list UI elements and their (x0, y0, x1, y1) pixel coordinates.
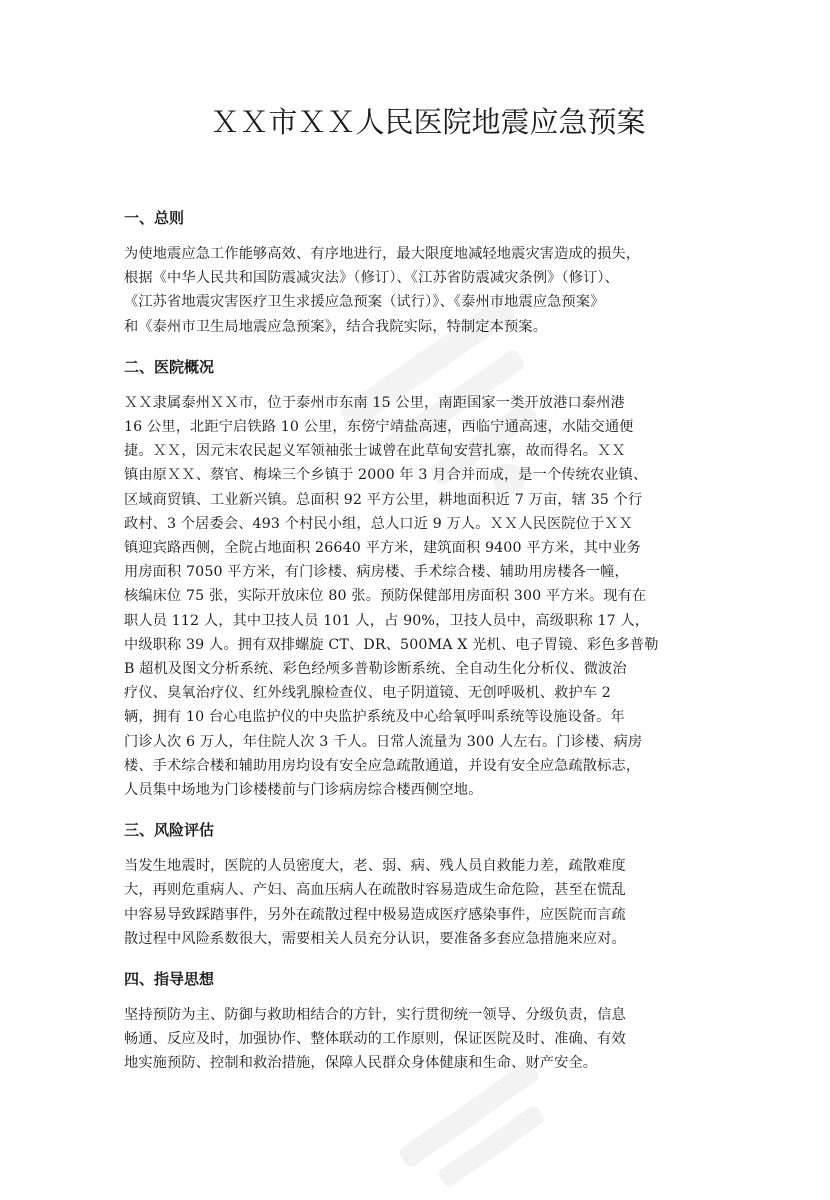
paragraph-line: 疗仪、臭氧治疗仪、红外线乳腺检查仪、电子阴道镜、无创呼吸机、救护车 2 (124, 685, 611, 702)
paragraph-line: 区域商贸镇、工业新兴镇。总面积 92 平方公里，耕地面积近 7 万亩，辖 35 个行 (124, 491, 643, 508)
paragraph-line: 镇迎宾路西侧，全院占地面积 26640 平方米，建筑面积 9400 平方米，其中业务 (124, 540, 642, 557)
section-heading: 四、指导思想 (124, 970, 215, 989)
paragraph-line: 用房面积 7050 平方米，有门诊楼、病房楼、手术综合楼、辅助用房楼各一幢， (124, 564, 629, 581)
paragraph-line: 大，再则危重病人、产妇、高血压病人在疏散时容易造成生命危险，甚至在慌乱 (124, 882, 626, 899)
paragraph-line: 镇由原ＸＸ、蔡官、梅垛三个乡镇于 2000 年 3 月合并而成，是一个传统农业镇、 (124, 467, 648, 484)
paragraph-line: 畅通、反应及时，加强协作、整体联动的工作原则，保证医院及时、准确、有效 (124, 1031, 626, 1048)
section-heading: 三、风险评估 (124, 821, 215, 840)
paragraph-line: 地实施预防、控制和救治措施，保障人民群众身体健康和生命、财产安全。 (124, 1055, 598, 1072)
section-guiding-principles (124, 967, 714, 1076)
paragraph-line: 捷。ＸＸ，因元末农民起义军领袖张士诚曾在此草甸安营扎寨，故而得名。ＸＸ (124, 443, 626, 460)
document-title: ＸＸ市ＸＸ人民医院地震应急预案 (210, 105, 646, 139)
paragraph-line: 散过程中风险系数很大，需要相关人员充分认识，要准备多套应急措施来应对。 (124, 930, 626, 947)
paragraph-line: 政村、3 个居委会、493 个村民小组，总人口近 9 万人。ＸＸ人民医院位于ＸＸ (124, 515, 633, 532)
section-heading: 二、医院概况 (124, 357, 215, 376)
paragraph-line: 人员集中场地为门诊楼楼前与门诊病房综合楼西侧空地。 (124, 782, 483, 799)
paragraph-line: 辆，拥有 10 台心电监护仪的中央监护系统及中心给氧呼叫系统等设施设备。年 (124, 709, 625, 726)
paragraph-line: 职人员 112 人，其中卫技人员 101 人，占 90%，卫技人员中，高级职称 17 人， (124, 612, 650, 629)
paragraph-line: 核编床位 75 张，实际开放床位 80 张。预防保健部用房面积 300 平方米。现有在 (124, 588, 647, 605)
paragraph-line: 中容易导致踩踏事件，另外在疏散过程中极易造成医疗感染事件，应医院而言疏 (124, 906, 626, 923)
paragraph-line: ＸＸ隶属泰州ＸＸ市，位于泰州市东南 15 公里，南距国家一类开放港口泰州港 (124, 394, 625, 411)
document-page (124, 100, 714, 1092)
paragraph-line: 为使地震应急工作能够高效、有序地进行，最大限度地减轻地震灾害造成的损失， (124, 246, 641, 262)
paragraph-line: 坚持预防为主、防御与救助相结合的方针，实行贯彻统一领导、分级负责，信息 (124, 1007, 626, 1024)
section-paragraph (124, 1003, 714, 1076)
paragraph-line: 和《泰州市卫生局地震应急预案》，结合我院实际，特制定本预案。 (124, 318, 548, 335)
paragraph-line: 16 公里，北距宁启铁路 10 公里，东傍宁靖盐高速，西临宁通高速，水陆交通便 (124, 419, 634, 436)
section-hospital-overview (124, 355, 714, 802)
paragraph-line: B 超机及图文分析系统、彩色经颅多普勒诊断系统、全自动生化分析仪、微波治 (124, 661, 627, 678)
section-risk-assessment (124, 818, 714, 951)
section-paragraph (124, 242, 714, 339)
paragraph-line: 中级职称 39 人。拥有双排螺旋 CT、DR、500MA X 光机、电子胃镜、彩色多普勒 (124, 636, 659, 653)
paragraph-line: 根据《中华人民共和国防震减灾法》（修订）、《江苏省防震减灾条例》（修订）、 (124, 270, 619, 287)
paragraph-line: 门诊人次 6 万人，年住院人次 3 千人。日常人流量为 300 人左右。门诊楼、病房 (124, 733, 643, 750)
section-paragraph (124, 854, 714, 951)
paragraph-line: 《江苏省地震灾害医疗卫生求援应急预案（试行）》、《泰州市地震应急预案》 (124, 294, 605, 311)
section-heading: 一、总则 (124, 209, 185, 227)
section-paragraph (124, 391, 714, 802)
section-general (124, 206, 714, 339)
paragraph-line: 当发生地震时，医院的人员密度大，老、弱、病、残人员自救能力差，疏散难度 (124, 858, 626, 875)
paragraph-line: 楼、手术综合楼和辅助用房均设有安全应急疏散通道，并设有安全应急疏散标志， (124, 757, 641, 774)
